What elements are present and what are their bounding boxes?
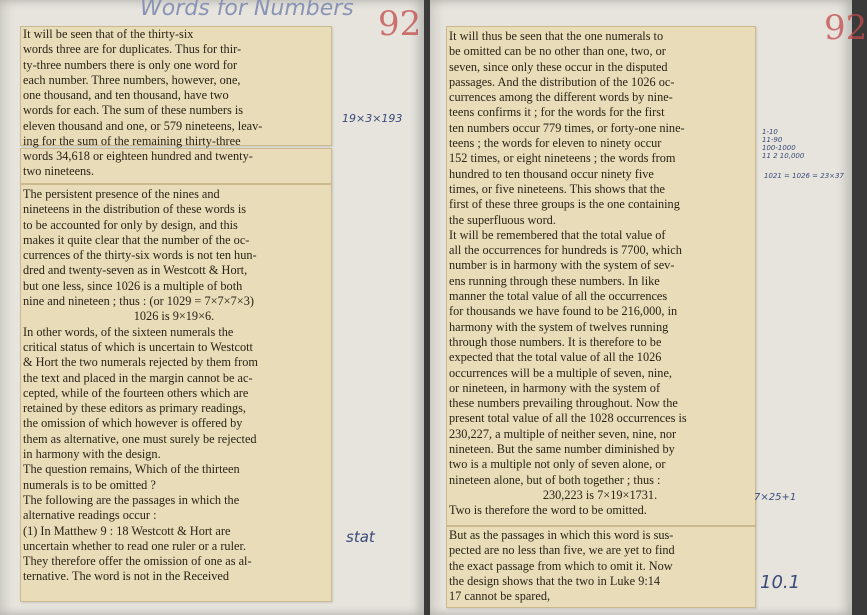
text-line: occurrences will be a multiple of seven, nine, (449, 365, 672, 380)
text-line: (1) In Matthew 9 : 18 Westcott & Hort are (23, 523, 231, 538)
text-line: these numbers prevailing throughout. Now the (449, 396, 678, 411)
text-line: ens running through these numbers. In like (449, 273, 660, 288)
text-line: seven, since only these occur in the disputed (449, 59, 668, 74)
text-line: but one less, since 1026 is a multiple of both (23, 278, 243, 293)
text-line: through those numbers. It is therefore to be (449, 334, 662, 349)
text-line: two nineteens. (23, 164, 95, 179)
text-line: teens confirms it ; for the words for the first (449, 105, 665, 120)
text-line: 152 times, or eight nineteens ; the words from (449, 151, 676, 166)
text-line: be omitted can be no other than one, two, or (449, 44, 666, 59)
text-line: 230,227, a multiple of neither seven, nine, nor (449, 426, 677, 441)
text-line: nineteen alone, but of both together ; thus : (449, 472, 661, 487)
text-line: & Hort the two numerals rejected by them from (23, 355, 258, 370)
text-line: alternative readings occur : (23, 508, 157, 523)
text-line: nineteens in the distribution of these words is (23, 202, 247, 217)
text-line: number is in harmony with the system of sev- (449, 258, 675, 273)
text-line: They therefore offer the omission of one as al- (23, 554, 252, 569)
left-page (0, 0, 424, 615)
page-number-stamp: 92 (378, 4, 422, 44)
text-line: words three are for duplicates. Thus for thir- (23, 42, 242, 57)
margin-note: 1-10 11-90 100-1000 11 2 10,000 (762, 128, 805, 160)
text-line: the omission of which however is offered by (23, 416, 243, 431)
text-line: hundred to ten thousand occur ninety five (449, 166, 654, 181)
text-line: the superfluous word. (449, 212, 556, 227)
text-line: nineteen. But the same number diminished by (449, 442, 675, 457)
clipping-paragraph-2 (20, 148, 332, 184)
right-page (430, 0, 867, 615)
text-line: numerals is to be omitted ? (23, 477, 156, 492)
text-line: one thousand, and ten thousand, have two (23, 88, 229, 103)
text-line: cepted, while of the fourteen others which are (23, 385, 249, 400)
text-line: first of these three groups is the one containing (449, 197, 680, 212)
page-number-stamp: 92 (824, 8, 867, 48)
text-line: words for each. The sum of these numbers is (23, 103, 244, 118)
text-line: The question remains, Which of the thirteen (23, 462, 240, 477)
text-line: ty-three numbers there is only one word for (23, 57, 238, 72)
text-line: two is a multiple not only of seven alone, or (449, 457, 666, 472)
text-line: teens ; the words for eleven to ninety occur (449, 136, 662, 151)
text-line: them as alternative, one must surely be rejected (23, 431, 257, 446)
text-line: or nineteen, in harmony with the system of (449, 380, 661, 395)
text-line: It will be remembered that the total value of (449, 227, 666, 242)
equation-line: 1026 is 9×19×6. (133, 309, 215, 324)
clipping-paragraph-1 (446, 26, 756, 526)
text-line: It will thus be seen that the one numerals to (449, 29, 664, 43)
text-line: words 34,618 or eighteen hundred and twenty- (23, 149, 253, 163)
text-line: But as the passages in which this word is sus- (449, 528, 674, 542)
text-line: for thousands we have found to be 216,000, in (449, 304, 678, 319)
text-line: The persistent presence of the nines and (23, 187, 220, 201)
text-line: the exact passage from which to omit it. Now (449, 558, 673, 573)
text-line: ten numbers occur 779 times, or forty-one nine- (449, 120, 685, 135)
text-line: all the occurrences for hundreds is 7700, which (449, 243, 682, 258)
text-line: passages. And the distribution of the 1026 oc- (449, 74, 675, 89)
clipping-paragraph-1 (20, 26, 332, 149)
text-line: manner the total value of all the occurrences (449, 289, 668, 304)
text-line: the design shows that the two in Luke 9:14 (449, 573, 661, 588)
text-line: eleven thousand and one, or 579 nineteens, leav- (23, 118, 263, 133)
text-line: It will be seen that of the thirty-six (23, 27, 194, 41)
text-line: dred and twenty-seven as in Westcott & Hort, (23, 263, 248, 278)
equation-line: 230,223 is 7×19×1731. (542, 487, 658, 502)
clipping-paragraph-2 (446, 526, 756, 608)
margin-note: 7×25+1 (754, 492, 797, 503)
clipping-paragraph-3 (20, 184, 332, 602)
header-handwritten-note: Words for Numbers (140, 0, 354, 21)
text-line: makes it quite clear that the number of the oc- (23, 232, 250, 247)
margin-note: stat (346, 528, 375, 546)
margin-note: 1021 = 1026 = 23×37 (764, 172, 844, 180)
text-line: ing for the sum of the remaining thirty-three (23, 134, 241, 149)
text-line: present total value of all the 1028 occurrences is (449, 411, 687, 426)
margin-note: 10.1 (760, 572, 801, 593)
text-line: critical status of which is uncertain to Westcott (23, 339, 253, 354)
text-line: nine and nineteen ; thus : (or 1029 = 7×7×7×3) (23, 294, 254, 309)
text-line: pected are no less than five, we are yet to find (449, 543, 675, 558)
text-line: harmony with the system of twelves running (449, 319, 669, 334)
text-line: The following are the passages in which the (23, 492, 240, 507)
text-line: times, or five nineteens. This shows that the (449, 181, 665, 196)
text-line: retained by these editors as primary readings, (23, 401, 246, 416)
text-line: ternative. The word is not in the Received (23, 569, 230, 584)
text-line: each number. Three numbers, however, one, (23, 72, 241, 87)
text-line: currences of the thirty-six words is not ten hun- (23, 248, 257, 263)
text-line: to be accounted for only by design, and this (23, 217, 238, 232)
text-line: expected that the total value of all the 1026 (449, 350, 662, 365)
margin-note: 19×3×193 (342, 112, 403, 125)
text-line: 17 cannot be spared, (449, 589, 551, 604)
text-line: Two is therefore the word to be omitted. (449, 503, 647, 518)
text-line: In other words, of the sixteen numerals the (23, 324, 234, 339)
text-line: currences among the different words by nine- (449, 90, 673, 105)
text-line: the text and placed in the margin cannot be ac- (23, 370, 253, 385)
text-line: uncertain whether to read one ruler or a ruler. (23, 538, 246, 553)
text-line: in harmony with the design. (23, 447, 161, 462)
